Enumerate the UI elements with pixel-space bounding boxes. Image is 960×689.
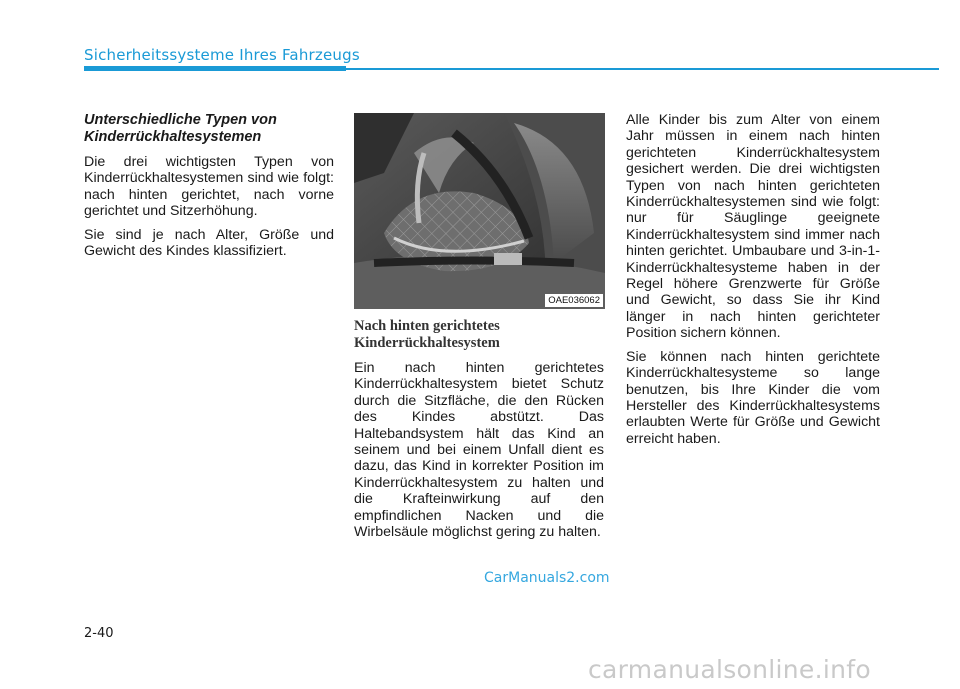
header-divider	[84, 68, 939, 70]
figure-code: OAE036062	[545, 294, 603, 307]
paragraph: Alle Kinder bis zum Alter von einem Jahr müssen in einem nach hinten gerichteten Kinderrückhaltesystem gesichert werden. Die drei wichtigsten Typen von nach hinten gerichteten Kinderrückhaltesystemen sind wie folgt: nur für Säuglinge geeignete Kinderrückhaltesystem sind immer nach hinten gerichtet. Umbaubare und 3-in-1-Kinderrückhaltesysteme haben in der Regel höhere Grenzwerte für Größe und Gewicht, so dass Sie ihr Kind länger in nach hinten gerichteter Position sichern können.	[626, 112, 880, 342]
paragraph: Sie sind je nach Alter, Größe und Gewicht des Kindes klassifiziert.	[84, 226, 334, 260]
column-middle	[354, 318, 604, 547]
paragraph: Ein nach hinten gerichtetes Kinderrückhaltesystem bietet Schutz durch die Sitzfläche, die den Rücken des Kindes abstützt. Das Haltebandsystem hält das Kind an seinem und bei einem Unfall dient es dazu, das Kind in korrekter Position im Kinderrückhaltesystem zu halten und die Krafteinwirkung auf den empfindlichen Nacken und die Wirbelsäule möglichst gering zu halten.	[354, 360, 604, 541]
column-right	[626, 112, 880, 454]
column-left	[84, 112, 334, 266]
child-seat-photo	[354, 113, 605, 309]
child-seat-illustration	[354, 113, 605, 309]
watermark-link[interactable]: CarManuals2.com	[484, 570, 610, 586]
section-title: Sicherheitssysteme Ihres Fahrzeugs	[84, 46, 360, 64]
subheading-types: Unterschiedliche Typen von Kinderrückhaltesystemen	[84, 112, 277, 145]
watermark-footer: carmanualsonline.info	[588, 655, 871, 684]
subheading-rear-facing: Nach hinten gerichtetes Kinderrückhaltesystem	[354, 318, 500, 351]
page-number: 2-40	[84, 626, 114, 641]
paragraph: Die drei wichtigsten Typen von Kinderrückhaltesystemen sind wie folgt: nach hinten gerichtet, nach vorne gerichtet und Sitzerhöhung.	[84, 154, 334, 220]
paragraph: Sie können nach hinten gerichtete Kinderrückhaltesysteme so lange benutzen, bis Ihre Kinder die vom Hersteller des Kinderrückhaltesystems erlaubten Werte für Größe und Gewicht erreicht haben.	[626, 348, 880, 447]
